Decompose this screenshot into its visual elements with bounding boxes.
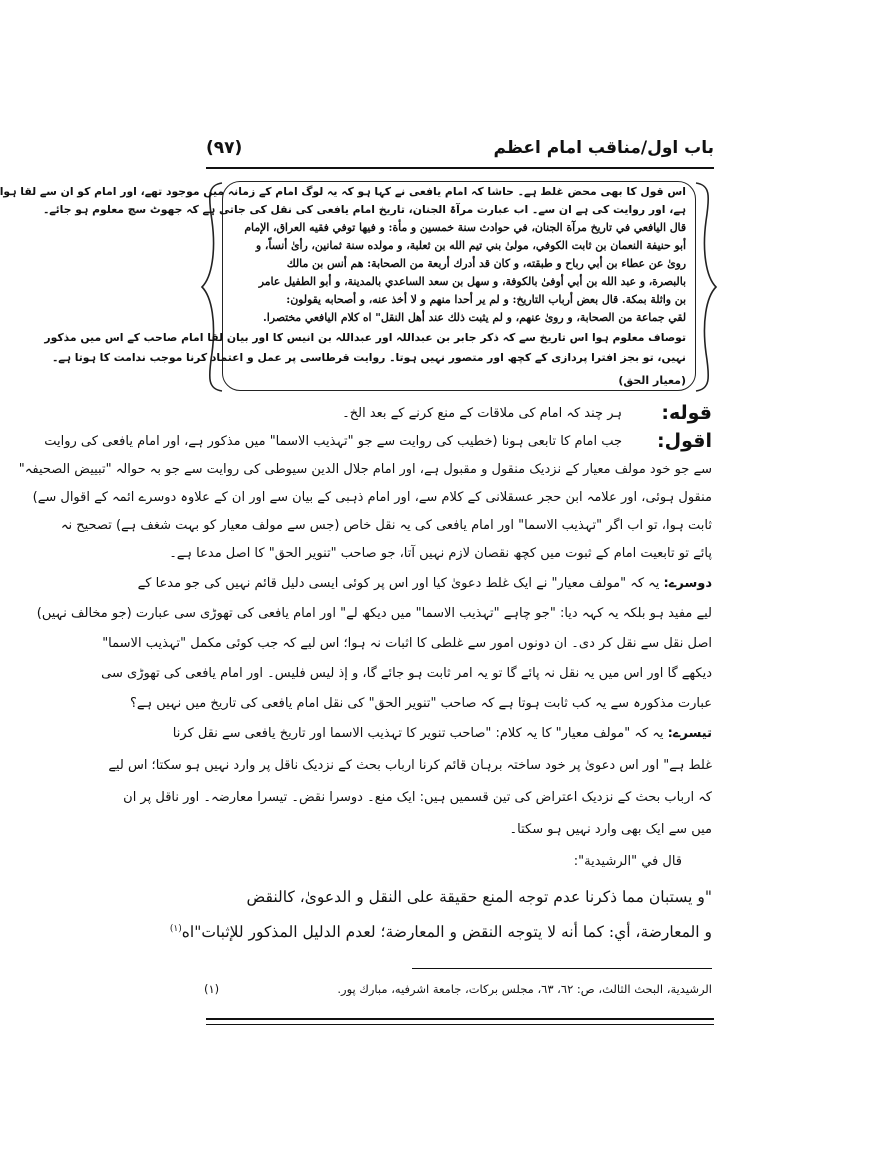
rashidiya-intro: قال في "الرشيدية": <box>573 854 682 869</box>
rashidiya-text: و المعارضة، أي: كما أنه لا يتوجه النقض و المعارضة؛ لعدم الدليل المذكور للإثبات"اه <box>181 923 712 942</box>
aqulu-line: ثابت ہوا، تو اب اگر "تہذیب الاسما" اور امام یافعی کی یہ نقل خاص (جس سے مولف معیار کو بہت شغف ہے) تصحیح نہ <box>60 518 712 533</box>
box-line: اس قول کا بھی محض غلط ہے۔ حاشا کہ امام یافعی نے کہا ہو کہ یہ لوگ امام کے زمانہ میں موجود تھے، اور امام کو ان سے لقا ہوا <box>0 185 686 198</box>
doosre-line: عبارت مذکورہ سے یہ کب ثابت ہوتا ہے کہ صاحب "تنویر الحق" کی نقل امام یافعی کی تاریخ میں نہیں ہے؟ <box>129 696 712 711</box>
footnote <box>204 982 712 996</box>
doosre-line: اصل نقل سے نقل کر دی۔ ان دونوں امور سے غلطی کا اثبات نہ ہوا؛ اس لیے کہ جب کوئی مکمل "تہذیب الاسما" <box>102 636 712 651</box>
teesre-line: میں سے ایک بھی وارد نہیں ہو سکتا۔ <box>509 822 712 837</box>
right-brace-ornament <box>694 181 718 393</box>
header-rule <box>206 167 714 169</box>
box-line: لقي جماعة من الصحابة، و روىٰ عنهم، و لم يثبت ذلك عند أهل النقل" اه كلام اليافعي مختصرا. <box>263 311 686 324</box>
box-line: توصاف معلوم ہوا اس تاریخ سے کہ ذکر جابر بن عبداللہ اور عبداللہ بن انیس کا اور بیان لقا امام صاحب کے اس میں مذکور <box>44 331 686 344</box>
teesre-line: غلط ہے" اور اس دعویٰ پر خود ساختہ برہان قائم کرنا ارباب بحث کے نزدیک ناقل پر وارد نہیں ہو سکتا؛ اس لیے <box>108 758 712 773</box>
bottom-rule-bottom <box>206 1024 714 1025</box>
teesre-lead: تیسرے: <box>667 726 712 741</box>
footnote-marker: (۱) <box>169 924 182 934</box>
qawluh-label: قوله: <box>661 402 712 424</box>
bottom-rule-top <box>206 1018 714 1020</box>
box-line: بالبصرة، و عبد الله بن أبي أوفىٰ بالكوفة، و سهل بن سعد الساعدي بالمدينة، و أبو الطفيل عامر <box>258 275 686 288</box>
box-line: بن واثلة بمكة. قال بعض أرباب التاريخ: و لم ير أحدا منهم و لا أخذ عنه، و أصحابه يقولون: <box>286 293 686 306</box>
teesre-line: کہ ارباب بحث کے نزدیک اعتراض کی تین قسمیں ہیں: ایک منع۔ دوسرا نقض۔ تیسرا معارضہ۔ اور ناقل پر ان <box>123 790 712 805</box>
doosre-lead: دوسرے: <box>663 576 712 591</box>
box-line: نہیں، تو بجز افترا پردازی کے کچھ اور متصور نہیں ہوتا۔ روایت قرطاسی پر عمل و اعتماد کرنا موجب ندامت کا ہوتا ہے۔ <box>51 351 686 364</box>
footnote-text: الرشيدية، البحث الثالث، ص: ٦٢، ٦٣، مجلس بركات، جامعة اشرفيه، مبارك پور. <box>337 982 712 996</box>
aqulu-line: منقول ہوئی، اور علامہ ابن حجر عسقلانی کے کلام سے، اور امام ذہبی کے بیان سے اور ان کے علاوہ دوسرے ائمہ کے اقوال سے) <box>32 490 712 505</box>
doosre-line: دیکھے گا اور اس میں یہ نقل نہ پائے گا تو یہ امر ثابت ہو جائے گا، و إذ ليس فليس۔ اور امام یافعی کی تھوڑی سی <box>101 666 712 681</box>
rashidiya-line: "و يستبان مما ذكرنا عدم توجه المنع حقيقة على النقل و الدعوىٰ، كالنقض <box>246 888 712 906</box>
chapter-title: باب اول/مناقب امام اعظم <box>493 138 714 158</box>
box-line: ہے، اور روایت کی ہے ان سے۔ اب عبارت مرآۃ الجنان، تاریخ امام یافعی کی نقل کی جاتی ہے کہ جھوٹ سچ معلوم ہو جائے۔ <box>42 203 686 216</box>
footnote-rule <box>412 968 712 969</box>
box-line: قال اليافعي في تاريخ مرآة الجنان، في حوادث سنة خمسين و مأة: و فيها توفي فقيه العراق، الإمام <box>244 221 686 234</box>
rashidiya-line <box>169 916 712 945</box>
page-number: (۹۷) <box>206 138 243 158</box>
doosre-text: یہ کہ "مولف معیار" نے ایک غلط دعویٰ کیا اور اس پر کوئی ایسی دلیل قائم نہیں کی جو مدعا کے <box>137 576 660 591</box>
teesre-text: یہ کہ "مولف معیار" کا یہ کلام: "صاحب تنویر کا تہذیب الاسما اور تاریخ یافعی سے نقل کرنا <box>172 726 664 741</box>
page-header <box>206 136 714 166</box>
box-line: أبو حنيفة النعمان بن ثابت الكوفي، مولىٰ بني تيم الله بن ثعلبة، و مولده سنة ثمانين، رأىٰ أنساً، و <box>255 239 686 252</box>
aqulu-line: جب امام کا تابعی ہونا (خطیب کی روایت سے جو "تہذیب الاسما" میں مذکور ہے، اور امام یافعی کی روایت <box>44 434 622 449</box>
qawluh-text: ہر چند کہ امام کی ملاقات کے منع کرنے کے بعد الخ۔ <box>342 406 622 421</box>
footnote-number: (۱) <box>204 982 220 996</box>
aqulu-label: اقول: <box>657 430 712 452</box>
teesre-line <box>172 724 712 744</box>
box-line: روىٰ عن عطاء بن أبي رباح و طبقته، و كان قد أدرك أربعة من الصحابة: هم أنس بن مالك <box>286 257 686 270</box>
aqulu-line: سے جو خود مولف معیار کے نزدیک منقول و مقبول ہے، اور امام جلال الدین سیوطی کی روایت سے جو بہ حوالہ "تبییض الصحیفہ" <box>18 462 712 477</box>
doosre-line <box>137 574 712 594</box>
doosre-line: لیے مفید ہو بلکہ یہ کہہ دیا: "جو چاہے "تہذیب الاسما" میں دیکھ لے" اور امام یافعی کی تھوڑی سی عبارت (جو مخالف نہیں) <box>36 606 712 621</box>
aqulu-line: پائے تو تابعیت امام کے ثبوت میں کچھ نقصان لازم نہیں آتا، جو صاحب "تنویر الحق" کا اصل مدعا ہے۔ <box>169 546 712 561</box>
box-source: (معیار الحق) <box>618 374 686 387</box>
